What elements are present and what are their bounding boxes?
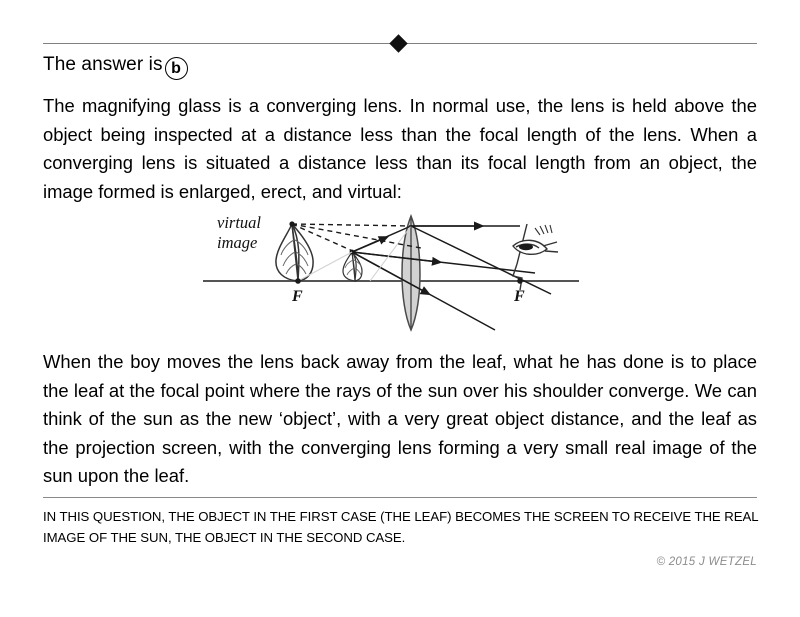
copyright-notice: © 2015 J WETZEL [656,556,757,568]
focal-label-right: F [514,288,525,305]
answer-line [43,52,188,80]
footnote-text: IN THIS QUESTION, THE OBJECT IN THE FIRST CASE (THE LEAF) BECOMES THE SCREEN TO RECEIVE THE REAL IMAGE OF THE SUN, THE OBJECT IN THE SECOND CASE. [43,509,759,545]
paragraph-first: The magnifying glass is a converging lens. In normal use, the lens is held above the object being inspected at a distance less than the focal length of the lens. When a converging lens is situated a distance less than its focal length from an object, the image formed is enlarged, erect, and virtual: [43,95,757,202]
virtual-image-label-line1: virtual [217,213,261,232]
diamond-marker-icon [389,34,407,52]
footer-divider [43,497,757,498]
ray-diagram-svg [195,202,585,332]
focal-point-left-dot [295,278,301,284]
header-divider [43,36,757,52]
converging-lens-ray-diagram [195,202,585,332]
principal-rays [298,226,551,330]
answer-prefix: The answer is [43,54,163,75]
virtual-image-label-line2: image [217,233,258,252]
virtual-image-leaf [276,221,313,281]
converging-lens [402,216,420,330]
paragraph-second: When the boy moves the lens back away from the leaf, what he has done is to place the leaf at the focal point where the rays of the sun over his shoulder converge. We can think of the sun as the new ‘object’, with a very great object distance, and the leaf as the projection screen, with the converging lens forming a very small real image of the sun upon the leaf. [43,351,757,486]
answer-choice-badge: b [165,57,188,80]
object-leaf [343,250,362,281]
focal-point-right-dot [517,278,523,284]
focal-label-left: F [292,288,303,305]
